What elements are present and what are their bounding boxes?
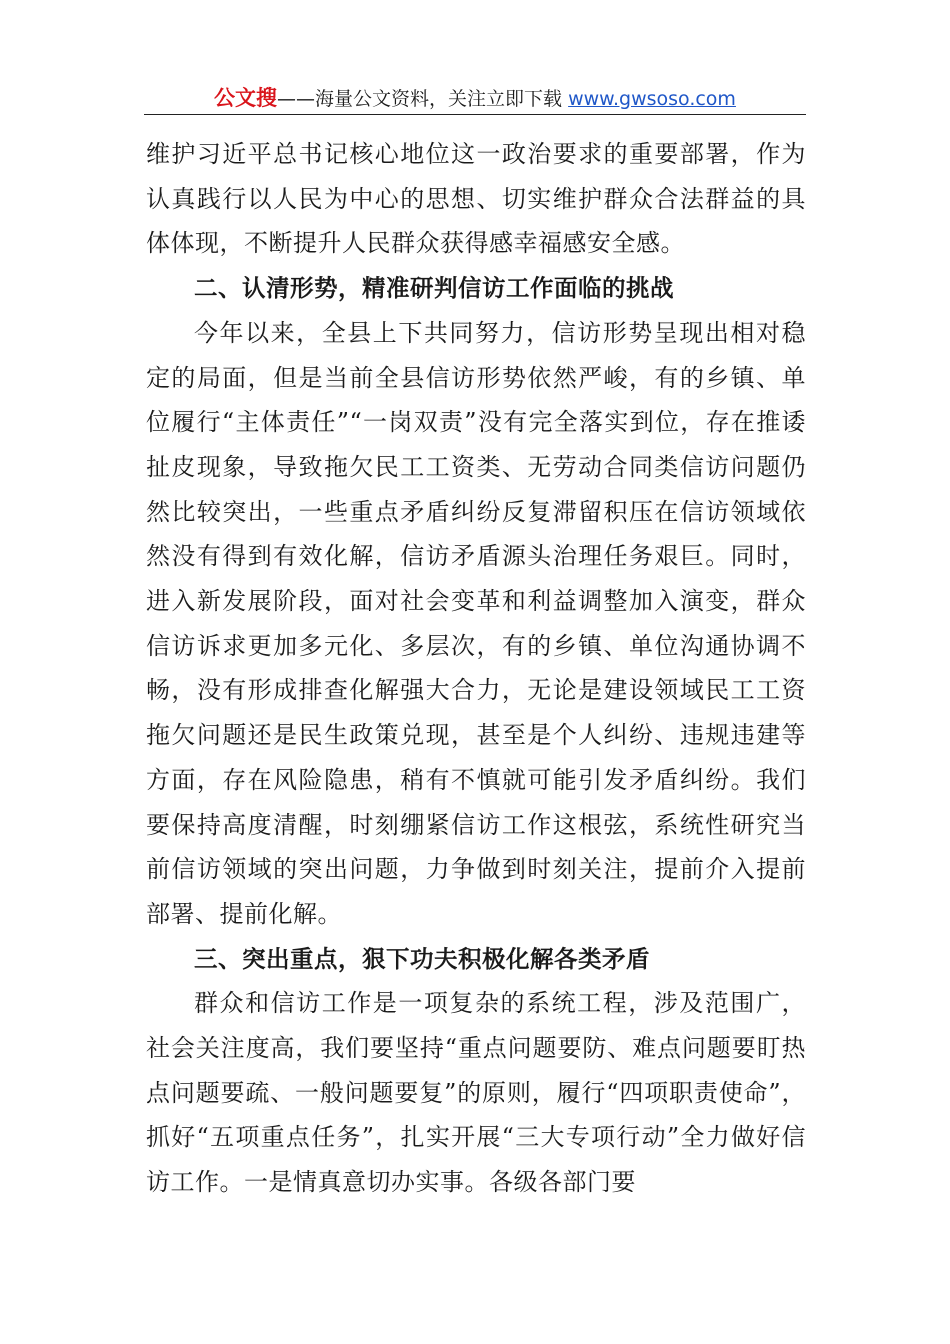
document-body <box>146 132 806 1205</box>
header-divider <box>144 114 806 115</box>
page-header <box>144 82 806 114</box>
section-heading-2: 二、认清形势，精准研判信访工作面临的挑战 <box>194 274 674 303</box>
paragraph-focus: 群众和信访工作是一项复杂的系统工程，涉及范围广，社会关注度高，我们要坚持“重点问题要防、难点问题要盯热点问题要疏、一般问题要复”的原则，履行“四项职责使命”，抓好“五项重点任务”，扎实开展“三大专项行动”全力做好信访工作。一是情真意切办实事。各级各部门要 <box>146 989 806 1197</box>
brand-logo-text: 公文搜 <box>214 86 278 110</box>
header-tagline: ——海量公文资料，关注立即下载 <box>277 88 563 110</box>
section-heading-3: 三、突出重点，狠下功夫积极化解各类矛盾 <box>194 944 650 973</box>
paragraph-situation: 今年以来，全县上下共同努力，信访形势呈现出相对稳定的局面，但是当前全县信访形势依然严峻，有的乡镇、单位履行“主体责任”“一岗双责”没有完全落实到位，存在推诿扯皮现象，导致拖欠民工工资类、无劳动合同类信访问题仍然比较突出，一些重点矛盾纠纷反复滞留积压在信访领域依然没有得到有效化解，信访矛盾源头治理任务艰巨。同时，进入新发展阶段，面对社会变革和利益调整加入演变，群众信访诉求更加多元化、多层次，有的乡镇、单位沟通协调不畅，没有形成排查化解强大合力，无论是建设领域民工工资拖欠问题还是民生政策兑现，甚至是个人纠纷、违规违建等方面，存在风险隐患，稍有不慎就可能引发矛盾纠纷。我们要保持高度清醒，时刻绷紧信访工作这根弦，系统性研究当前信访领域的突出问题，力争做到时刻关注，提前介入提前部署、提前化解。 <box>146 318 806 928</box>
paragraph-continuation: 维护习近平总书记核心地位这一政治要求的重要部署，作为认真践行以人民为中心的思想、切实维护群众合法群益的具体体现，不断提升人民群众获得感幸福感安全感。 <box>146 140 806 258</box>
site-link[interactable]: www.gwsoso.com <box>568 88 736 110</box>
